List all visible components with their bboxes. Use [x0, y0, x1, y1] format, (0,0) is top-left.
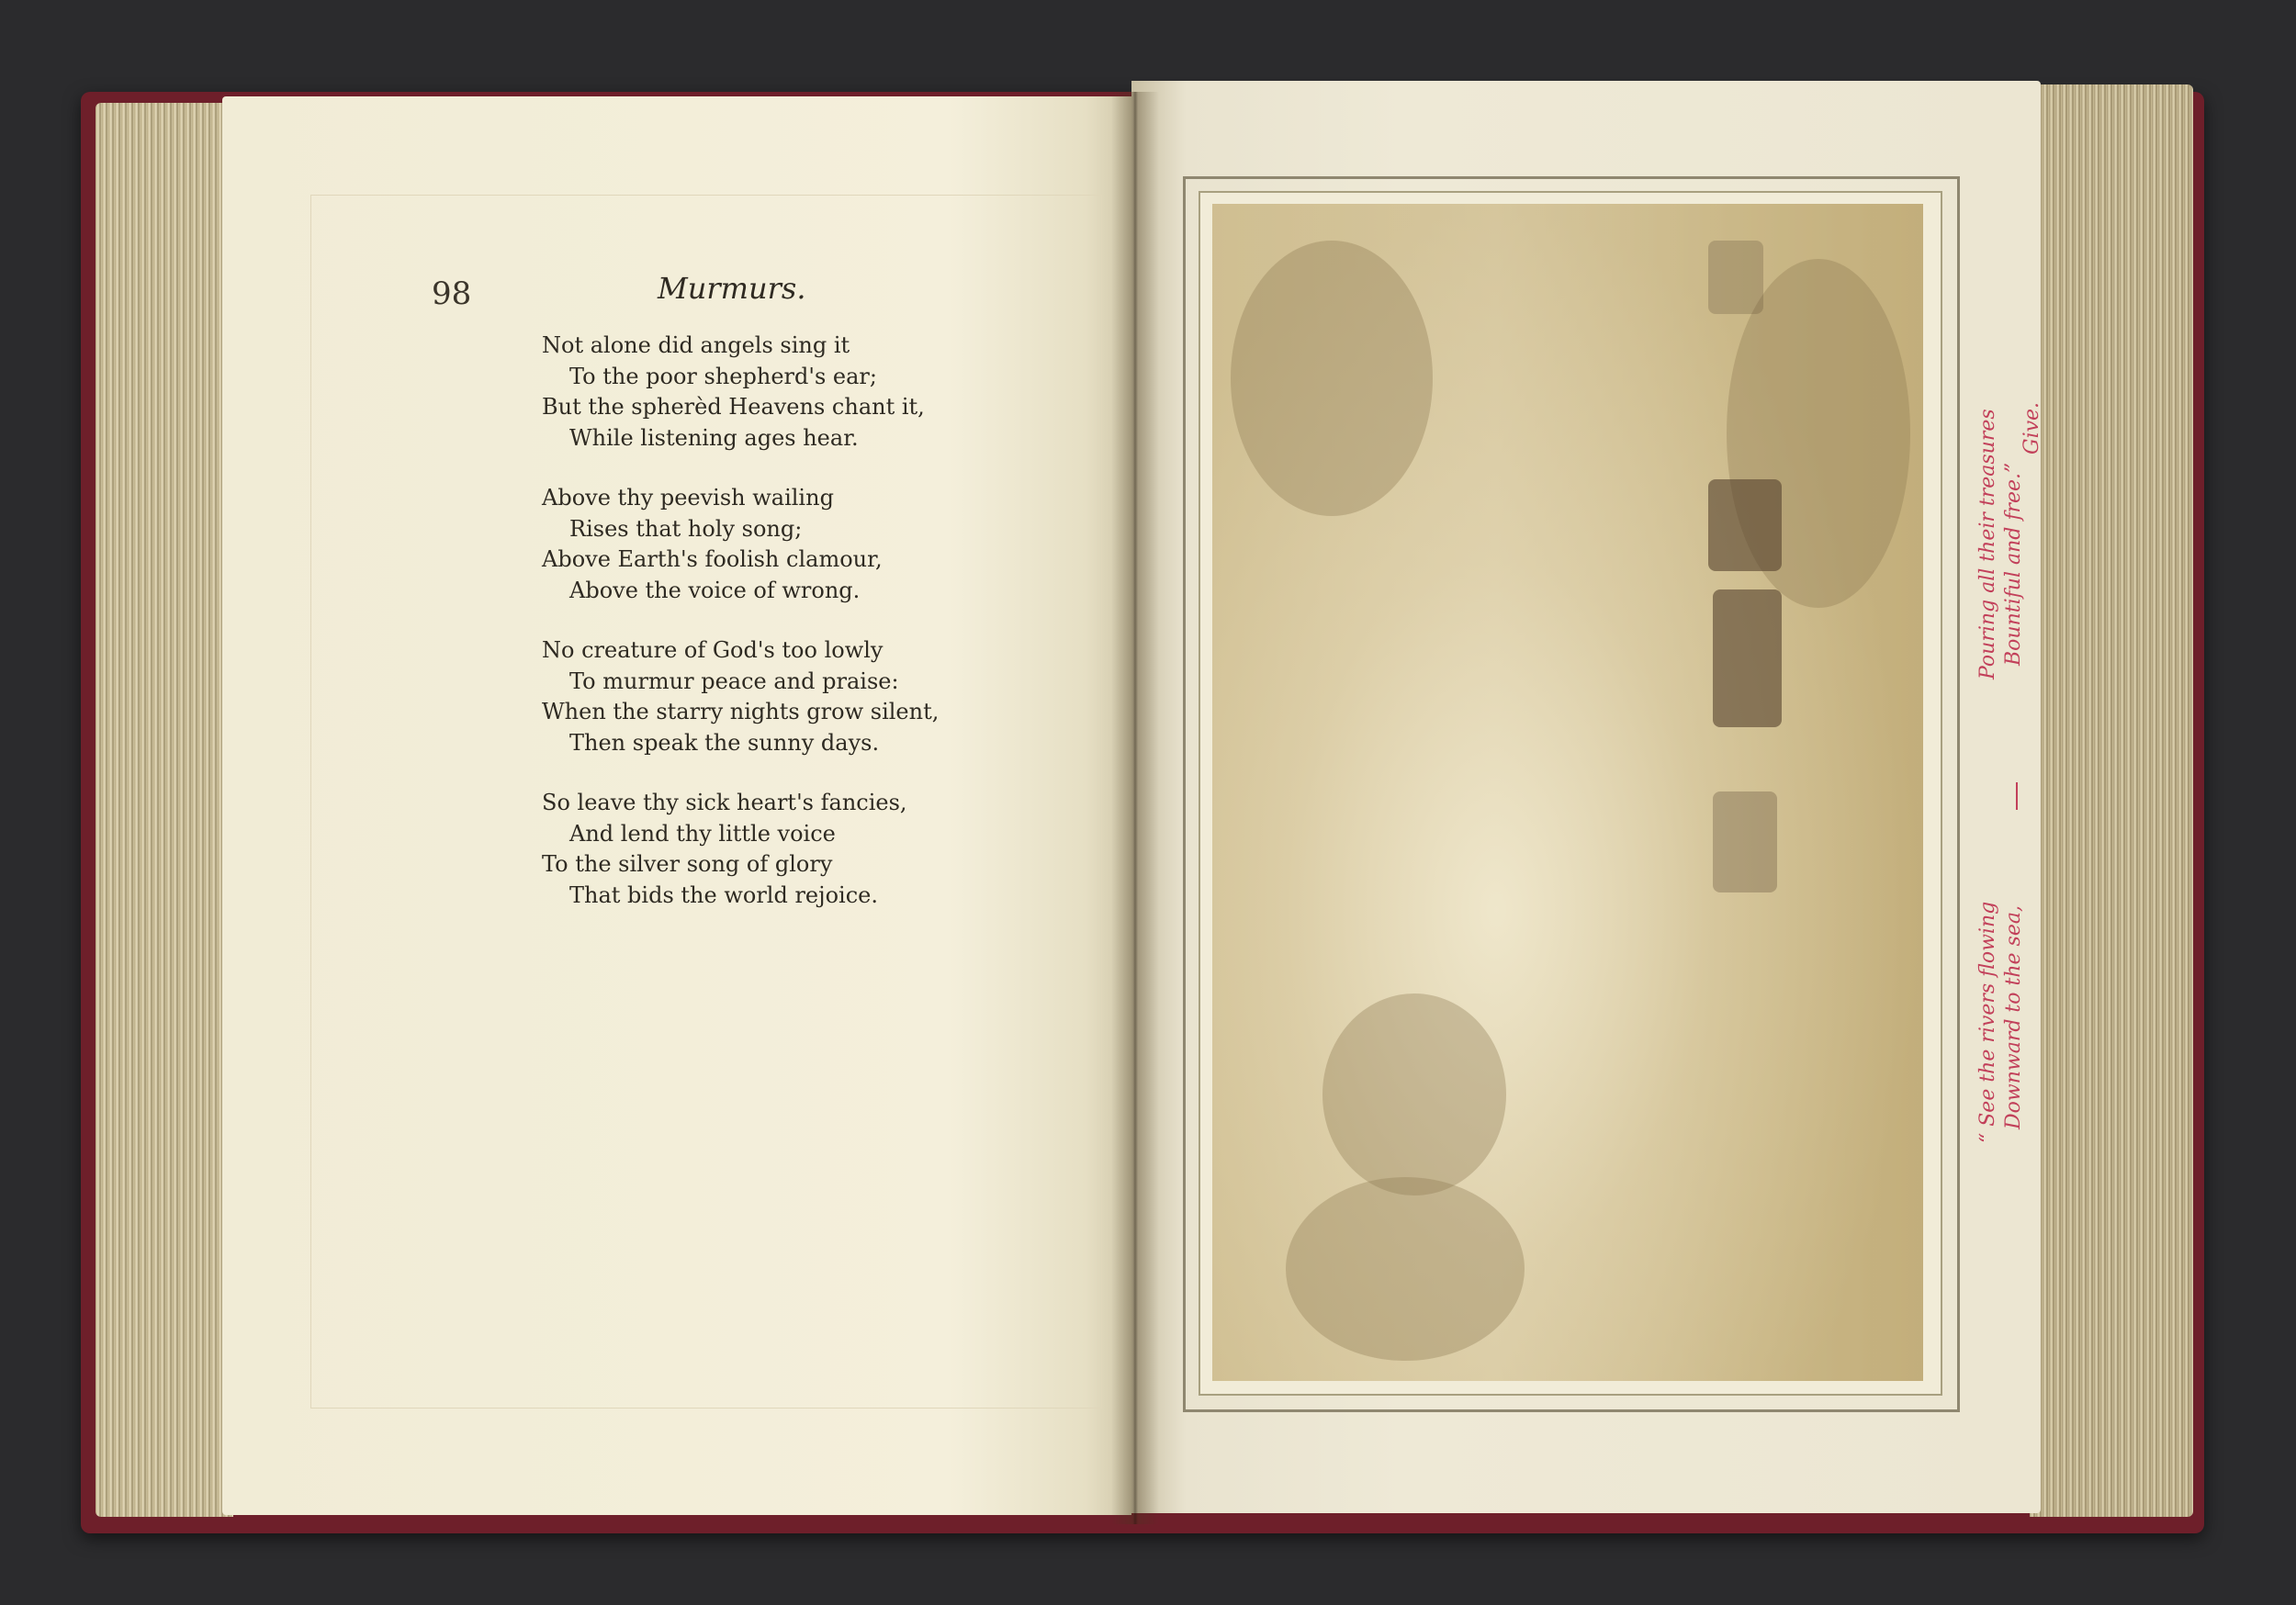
albumen-photograph [1212, 204, 1923, 1381]
poem-line: Above Earth's foolish clamour, [542, 546, 883, 572]
poem-line: Above the voice of wrong. [569, 577, 861, 603]
poem-line: To the poor shepherd's ear; [569, 363, 877, 389]
book-gutter [1111, 92, 1159, 1524]
poem-line: When the starry nights grow silent, [542, 699, 940, 724]
tree [1322, 993, 1506, 1195]
poem-line: That bids the world rejoice. [569, 881, 878, 908]
stanza [542, 788, 1093, 911]
right-page-edges [2030, 84, 2193, 1517]
poem-line: And lend thy little voice [569, 820, 836, 847]
caption-line: Downward to the sea, [2002, 905, 2025, 1129]
poem [542, 331, 1093, 940]
poem-line: Above thy peevish wailing [542, 485, 834, 511]
poem-line: While listening ages hear. [569, 424, 859, 451]
poem-line: So leave thy sick heart's fancies, [542, 790, 907, 815]
poem-line: But the spherèd Heavens chant it, [542, 394, 925, 420]
stanza [542, 635, 1093, 758]
figure-group [1713, 589, 1782, 727]
poem-line: Then speak the sunny days. [569, 729, 880, 756]
poem-line: To murmur peace and praise: [569, 668, 899, 694]
figure-group [1713, 791, 1777, 892]
caption-line: “ See the rivers flowing [1976, 901, 1999, 1143]
caption-divider [2016, 782, 2018, 810]
page-number: 98 [432, 275, 472, 312]
tree [1231, 241, 1433, 516]
figure-group [1708, 241, 1763, 314]
page-heading: Murmurs. [658, 271, 806, 306]
caption-attribution: Give. [2020, 401, 2043, 455]
poem-line: Rises that holy song; [569, 515, 803, 542]
stanza [542, 331, 1093, 454]
tree [1286, 1177, 1525, 1361]
figure-group [1708, 479, 1782, 571]
left-page-edges [96, 103, 233, 1517]
caption-line: Bountiful and free.” [2002, 462, 2025, 666]
poem-line: To the silver song of glory [542, 851, 833, 877]
stanza [542, 483, 1093, 606]
poem-line: No creature of God's too lowly [542, 637, 884, 663]
poem-line: Not alone did angels sing it [542, 332, 850, 358]
caption-line: Pouring all their treasures [1976, 409, 1999, 679]
